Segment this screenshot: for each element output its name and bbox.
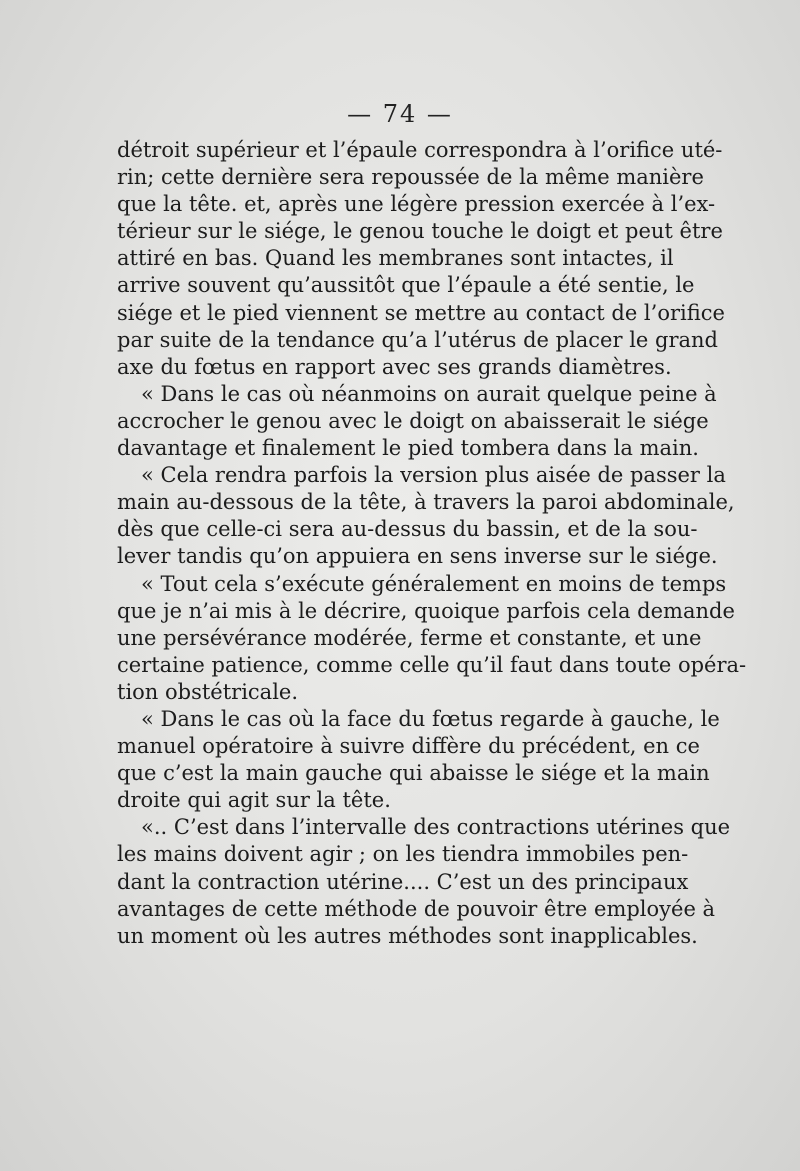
text-line: attiré en bas. Quand les membranes sont intactes, il <box>117 246 674 271</box>
paragraph <box>117 381 717 462</box>
text-line: avantages de cette méthode de pouvoir être employée à <box>117 896 716 921</box>
text-line: dès que celle-ci sera au-dessus du bassin, et de la sou- <box>117 517 698 542</box>
text-line: accrocher le genou avec le doigt on abaisserait le siége <box>117 408 709 433</box>
text-line: « Cela rendra parfois la version plus aisée de passer la <box>141 463 726 488</box>
text-line: détroit supérieur et l’épaule correspondra à l’orifice uté- <box>117 138 723 162</box>
text-line: « Tout cela s’exécute généralement en moins de temps <box>141 571 727 596</box>
paragraph <box>117 462 735 570</box>
text-line: droite qui agit sur la tête. <box>117 788 391 813</box>
paragraph <box>117 137 725 381</box>
text-line: « Dans le cas où la face du fœtus regarde à gauche, le <box>141 706 720 731</box>
paragraph <box>117 814 731 949</box>
text-line: siége et le pied viennent se mettre au contact de l’orifice <box>117 300 725 325</box>
text-line: « Dans le cas où néanmoins on aurait quelque peine à <box>141 381 717 406</box>
text-line: lever tandis qu’on appuiera en sens inverse sur le siége. <box>117 544 718 569</box>
text-line: que je n’ai mis à le décrire, quoique parfois cela demande <box>117 598 735 623</box>
text-line: les mains doivent agir ; on les tiendra immobiles pen- <box>117 842 689 867</box>
text-line: rin; cette dernière sera repoussée de la même manière <box>117 165 704 190</box>
text-line: davantage et finalement le pied tombera dans la main. <box>117 436 699 461</box>
text-line: par suite de la tendance qu’a l’utérus de placer le grand <box>117 327 718 352</box>
body-text <box>117 137 747 950</box>
text-line: manuel opératoire à suivre diffère du précédent, en ce <box>117 734 700 759</box>
text-line: certaine patience, comme celle qu’il faut dans toute opéra- <box>117 652 747 677</box>
text-line: «.. C’est dans l’intervalle des contractions utérines que <box>141 815 731 840</box>
text-line: tion obstétricale. <box>117 679 299 704</box>
text-line: térieur sur le siége, le genou touche le doigt et peut être <box>117 219 723 244</box>
paragraph <box>117 706 720 814</box>
text-line: axe du fœtus en rapport avec ses grands diamètres. <box>117 354 672 379</box>
text-line: que la tête. et, après une légère pression exercée à l’ex- <box>117 192 716 217</box>
paragraph <box>117 571 747 706</box>
text-line: dant la contraction utérine.... C’est un des principaux <box>117 869 689 894</box>
text-line: une persévérance modérée, ferme et constante, et une <box>117 625 702 650</box>
text-line: main au-dessous de la tête, à travers la paroi abdominale, <box>117 490 735 515</box>
text-line: que c’est la main gauche qui abaisse le siége et la main <box>117 761 710 786</box>
text-line: arrive souvent qu’aussitôt que l’épaule a été sentie, le <box>117 273 695 298</box>
text-line: un moment où les autres méthodes sont inapplicables. <box>117 923 698 948</box>
page-number: — 74 — <box>347 100 453 128</box>
